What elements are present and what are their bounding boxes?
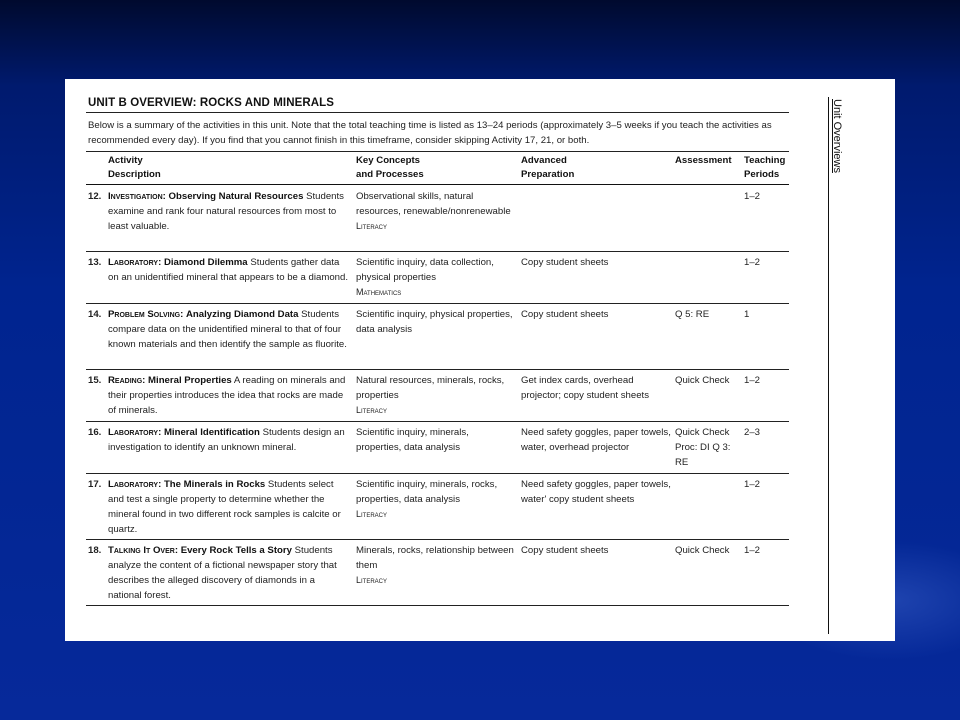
activity-description [108, 255, 348, 285]
concepts-tag: Literacy [356, 509, 388, 519]
activity-number: 12. [88, 191, 102, 202]
activity-description [108, 425, 348, 455]
header-prep [521, 154, 574, 182]
activity-name: Every Rock Tells a Story [180, 545, 292, 556]
concepts-text: Scientific inquiry, minerals, properties, data analysis [356, 427, 469, 453]
row-divider [86, 473, 789, 474]
activity-desc-text: Students gather data on an unidentified mineral that appears to be a diamond. [108, 257, 349, 283]
teaching-periods: 1–2 [744, 375, 761, 386]
teaching-periods: 1 [744, 309, 750, 320]
header-activity [108, 154, 161, 182]
header-prep-line2: Preparation [521, 169, 575, 180]
header-activity-line1: Activity [108, 155, 143, 166]
concepts-text: Scientific inquiry, minerals, rocks, properties, data analysis [356, 479, 498, 505]
activity-desc-text: Students examine and rank four natural resources from most to least valuable. [108, 191, 344, 232]
activity-description [108, 189, 348, 234]
activity-desc-text: A reading on minerals and their properties introduces the idea that rocks are made of minerals. [108, 375, 346, 416]
activity-number: 17. [88, 479, 102, 490]
header-top-rule [86, 151, 789, 152]
activity-description [108, 543, 348, 603]
activity-description [108, 477, 348, 537]
key-concepts [356, 255, 514, 300]
activity-number: 18. [88, 545, 102, 556]
row-divider [86, 251, 789, 252]
activity-name: Mineral Identification [163, 427, 260, 438]
document-page [65, 79, 895, 641]
activity-name: Mineral Properties [148, 375, 232, 386]
concepts-tag: Literacy [356, 221, 388, 231]
header-assessment [675, 154, 732, 168]
activity-type: Talking It Over: [108, 545, 179, 556]
advanced-prep: Copy student sheets [521, 545, 609, 556]
row-divider [86, 303, 789, 304]
activity-number: 14. [88, 309, 102, 320]
header-prep-line1: Advanced [521, 155, 567, 166]
title-rule [86, 112, 789, 113]
activity-type: Problem Solving: [108, 309, 184, 320]
intro-paragraph: Below is a summary of the activities in this unit. Note that the total teaching time is listed as 13–24 periods (approximately 3–5 weeks if you teach the activities as recommended every day). If you find that you cannot finish in this timeframe, consider skipping Activity 17, 21, or both. [88, 120, 772, 146]
activity-number: 16. [88, 427, 102, 438]
teaching-periods: 1–2 [744, 545, 761, 556]
advanced-prep: Copy student sheets [521, 257, 609, 268]
activity-type: Laboratory: [108, 427, 162, 438]
key-concepts [356, 543, 514, 588]
teaching-periods: 2–3 [744, 427, 761, 438]
side-tab [827, 99, 841, 209]
assessment: Q 5: RE [675, 309, 710, 320]
concepts-text: Minerals, rocks, relationship between them [356, 545, 514, 571]
assessment: Quick Check [675, 375, 730, 386]
activity-desc-text: Students compare data on the unidentified mineral to that of four known materials and then identify the sample as fluorite. [108, 309, 347, 350]
row-divider [86, 369, 789, 370]
activity-name: Diamond Dilemma [163, 257, 248, 268]
key-concepts [356, 189, 514, 234]
concepts-text: Observational skills, natural resources, renewable/nonrenewable [356, 191, 511, 217]
header-bottom-rule [86, 184, 789, 185]
activity-name: Analyzing Diamond Data [185, 309, 299, 320]
activity-desc-text: Students select and test a single property to determine whether the mineral found in two different rock samples is calcite or quartz. [108, 479, 341, 535]
table-bottom-rule [86, 605, 789, 606]
side-tab-label: Unit Overviews [831, 99, 843, 173]
activity-type: Reading: [108, 375, 146, 386]
activity-name: The Minerals in Rocks [163, 479, 266, 490]
row-divider [86, 539, 789, 540]
concepts-text: Scientific inquiry, data collection, physical properties [356, 257, 494, 283]
header-periods-line1: Teaching [744, 155, 786, 166]
activity-name: Observing Natural Resources [168, 191, 304, 202]
key-concepts [356, 425, 514, 455]
document-title: UNIT B OVERVIEW: ROCKS AND MINERALS [88, 97, 335, 109]
header-assessment-line1: Assessment [675, 155, 732, 166]
concepts-tag: Mathematics [356, 287, 402, 297]
header-periods [744, 154, 785, 182]
activity-description [108, 307, 348, 352]
assessment: Quick Check Proc: DI Q 3: RE [675, 427, 731, 468]
activity-number: 13. [88, 257, 102, 268]
header-concepts-line2: and Processes [356, 169, 424, 180]
assessment: Quick Check [675, 545, 730, 556]
advanced-prep: Need safety goggles, paper towels, water, overhead projector [521, 427, 671, 453]
advanced-prep: Get index cards, overhead projector; copy student sheets [521, 375, 649, 401]
concepts-tag: Literacy [356, 575, 388, 585]
concepts-text: Scientific inquiry, physical properties, data analysis [356, 309, 513, 335]
activity-desc-text: Students design an investigation to identify an unknown mineral. [108, 427, 345, 453]
advanced-prep: Need safety goggles, paper towels, water' copy student sheets [521, 479, 671, 505]
activity-type: Laboratory: [108, 479, 162, 490]
row-divider [86, 421, 789, 422]
activity-number: 15. [88, 375, 102, 386]
header-periods-line2: Periods [744, 169, 780, 180]
teaching-periods: 1–2 [744, 257, 761, 268]
header-concepts-line1: Key Concepts [356, 155, 420, 166]
concepts-text: Natural resources, minerals, rocks, properties [356, 375, 505, 401]
header-activity-line2: Description [108, 169, 161, 180]
advanced-prep: Copy student sheets [521, 309, 609, 320]
activity-description [108, 373, 348, 418]
key-concepts [356, 477, 514, 522]
key-concepts [356, 373, 514, 418]
header-concepts [356, 154, 424, 182]
teaching-periods: 1–2 [744, 479, 761, 490]
concepts-tag: Literacy [356, 405, 388, 415]
activity-type: Laboratory: [108, 257, 162, 268]
activity-type: Investigation: [108, 191, 166, 202]
activity-desc-text: Students analyze the content of a fictional newspaper story that describes the alleged discovery of diamonds in a national forest. [108, 545, 337, 601]
teaching-periods: 1–2 [744, 191, 761, 202]
key-concepts [356, 307, 514, 337]
